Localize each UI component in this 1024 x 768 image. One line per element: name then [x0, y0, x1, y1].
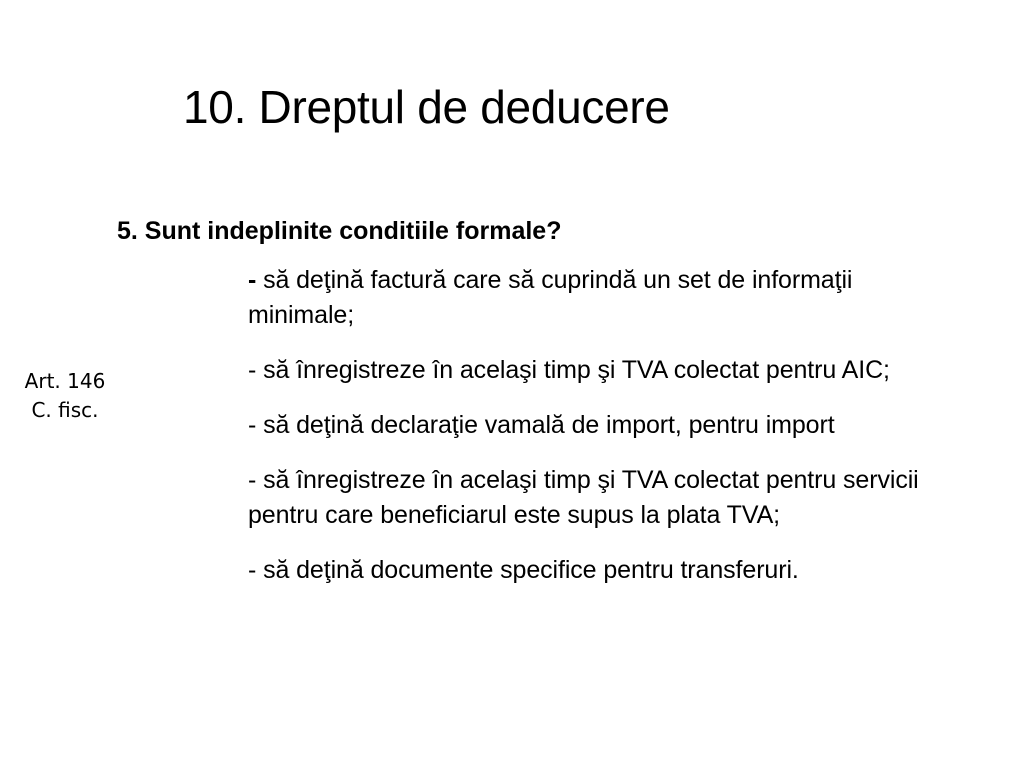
list-item — [248, 353, 963, 388]
list-item — [248, 463, 963, 533]
list-item-text: - să înregistreze în acelaşi timp şi TVA colectat pentru AIC; — [248, 356, 890, 384]
bold-dash: - — [248, 266, 257, 294]
slide-title: 10. Dreptul de deducere — [183, 81, 670, 133]
list-item-text: să deţină factură care să cuprindă un set de informaţii minimale; — [248, 266, 853, 329]
article-reference-line1: Art. 146 — [24, 369, 106, 393]
list-item-text: - să deţină declaraţie vamală de import, pentru import — [248, 411, 835, 439]
question-heading: 5. Sunt indeplinite conditiile formale? — [117, 217, 562, 245]
list-item — [248, 553, 963, 588]
article-reference-line2: C. fisc. — [31, 398, 99, 422]
article-reference — [10, 367, 120, 425]
list-item — [248, 408, 963, 443]
conditions-list — [248, 263, 963, 608]
list-item-text: - să înregistreze în acelaşi timp şi TVA colectat pentru servicii pentru care beneficiarul este supus la plata TVA; — [248, 466, 919, 529]
list-item-text: - să deţină documente specifice pentru transferuri. — [248, 556, 799, 584]
list-item — [248, 263, 963, 333]
